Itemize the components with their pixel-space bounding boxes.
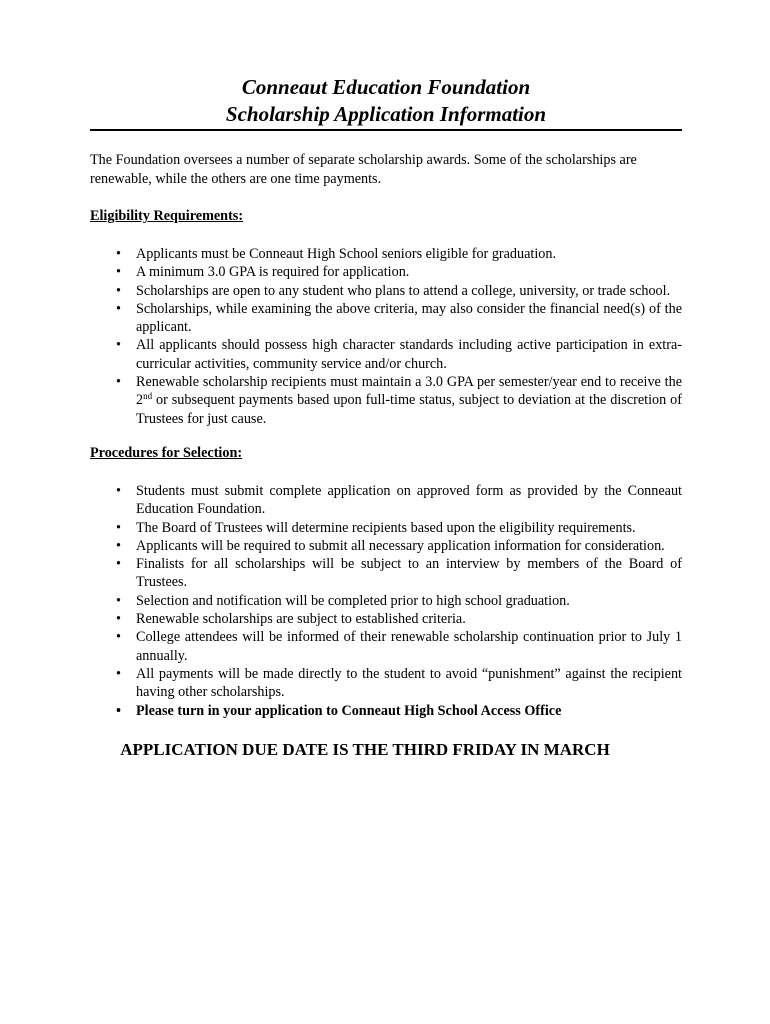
title-line-organization: Conneaut Education Foundation xyxy=(241,75,531,99)
ordinal-superscript: nd xyxy=(143,391,153,402)
intro-paragraph: The Foundation oversees a number of separate scholarship awards. Some of the scholarships are renewable, while the others are one time payments. xyxy=(90,152,637,187)
list-item: • Students must submit complete application on approved form as provided by the Conneaut Education Foundation. xyxy=(90,482,682,519)
renewable-text-before: Renewable scholarship recipients must maintain a 3.0 GPA per semester/year end to receive the 2 xyxy=(136,374,682,409)
list-item: • All applicants should possess high character standards including active participation in extra-curricular activities, community service and/or church. xyxy=(90,336,682,373)
list-item: • Scholarships are open to any student who plans to attend a college, university, or trade school. xyxy=(90,282,682,300)
procedures-list xyxy=(90,482,682,720)
document-page xyxy=(90,74,682,761)
title-line-subject: Scholarship Application Information xyxy=(225,102,547,126)
list-item: • Finalists for all scholarships will be subject to an interview by members of the Board of Trustees. xyxy=(90,555,682,592)
document-title xyxy=(90,74,682,131)
list-item: • Scholarships, while examining the above criteria, may also consider the financial need(s) of the applicant. xyxy=(90,300,682,337)
list-item: • A minimum 3.0 GPA is required for application. xyxy=(90,263,682,281)
list-item: • Applicants must be Conneaut High School seniors eligible for graduation. xyxy=(90,245,682,263)
renewable-text-after: or subsequent payments based upon full-time status, subject to deviation at the discretion of Trustees for just cause. xyxy=(136,392,682,427)
due-date-notice: APPLICATION DUE DATE IS THE THIRD FRIDAY IN MARCH xyxy=(120,739,610,759)
list-item: • The Board of Trustees will determine recipients based upon the eligibility requirements. xyxy=(90,519,682,537)
procedures-heading: Procedures for Selection: xyxy=(90,444,243,461)
list-item-submission-note: • Please turn in your application to Conneaut High School Access Office xyxy=(90,702,682,720)
eligibility-list xyxy=(90,245,682,428)
list-item: • College attendees will be informed of their renewable scholarship continuation prior to July 1 annually. xyxy=(90,628,682,665)
list-item: • Renewable scholarships are subject to established criteria. xyxy=(90,610,682,628)
list-item: • All payments will be made directly to the student to avoid “punishment” against the recipient having other scholarships. xyxy=(90,665,682,702)
list-item: • Applicants will be required to submit all necessary application information for consideration. xyxy=(90,537,682,555)
eligibility-heading: Eligibility Requirements: xyxy=(90,208,244,224)
list-item: • Selection and notification will be completed prior to high school graduation. xyxy=(90,592,682,610)
list-item-renewable xyxy=(90,373,682,428)
